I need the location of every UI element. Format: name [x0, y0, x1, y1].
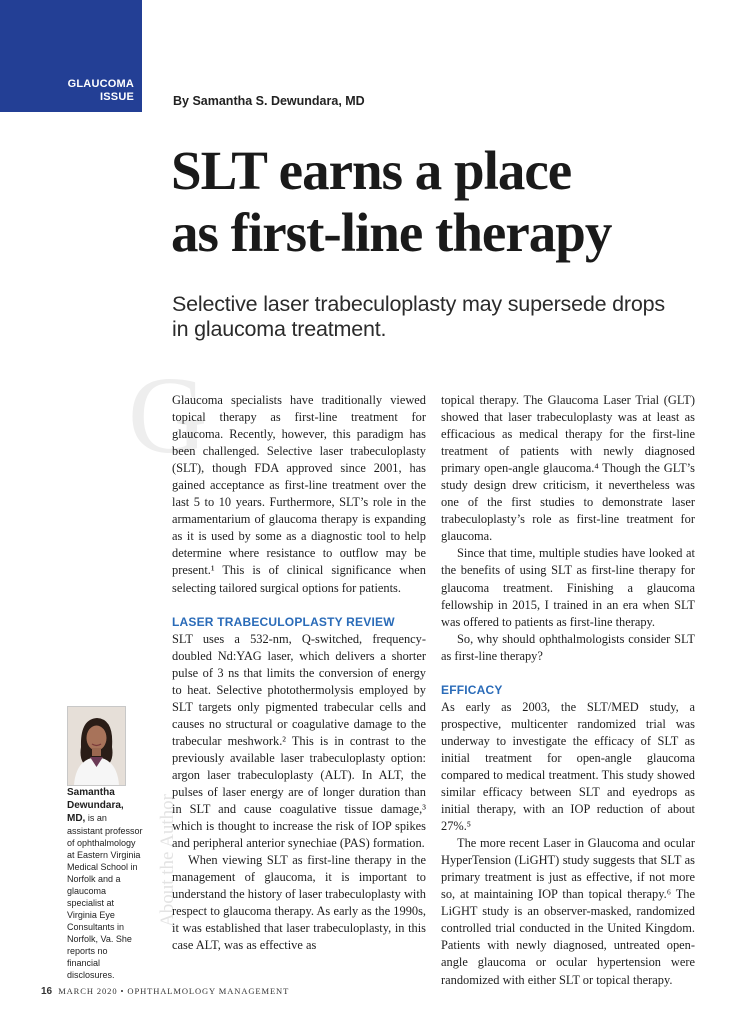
section-label-line1: GLAUCOMA — [67, 78, 134, 90]
section-heading-laser-review: LASER TRABECULOPLASTY REVIEW — [172, 614, 395, 629]
body-paragraph: When viewing SLT as first-line therapy in the management of glaucoma, it is important to understand the history of laser trabeculoplasty with respect to glaucoma therapy. As early as the 1990s, it was established that laser trabeculoplasty, in this case ALT, was as effective as — [172, 853, 426, 953]
drop-cap: G — [128, 354, 208, 476]
body-paragraph: topical therapy. The Glaucoma Laser Trial (GLT) showed that laser trabeculoplasty was at least as efficacious as medical therapy for the first-line treatment of patients with newly diagnosed primary open-angle glaucoma.⁴ Though the GLT’s study design drew criticism, it nevertheless was one of the first studies to demonstrate laser trabeculoplasty’s role as first-line treatment for glaucoma. — [441, 393, 695, 544]
headline — [171, 140, 611, 264]
author-photo — [67, 706, 126, 786]
body-paragraph: The more recent Laser in Glaucoma and ocular HyperTension (LiGHT) study suggests that SLT as primary treatment is just as effective, if not more so, at maintaining IOP than topical therapy.⁶ The LiGHT study is an observer-masked, randomized controlled trial conducted in the United Kingdom. Patients with newly diagnosed, untreated open-angle glaucoma or ocular hypertension were randomized with either SLT or topical therapy. — [441, 836, 695, 987]
author-portrait-icon — [68, 707, 125, 785]
subheadline-line1: Selective laser trabeculoplasty may supersede drops — [172, 292, 665, 316]
article-column-2 — [441, 392, 695, 989]
byline: By Samantha S. Dewundara, MD — [173, 94, 365, 108]
headline-line1: SLT earns a place — [171, 140, 572, 201]
subheadline-line2: in glaucoma treatment. — [172, 317, 387, 341]
footer-publication: MARCH 2020 • OPHTHALMOLOGY MANAGEMENT — [58, 986, 290, 996]
body-paragraph: Since that time, multiple studies have looked at the benefits of using SLT as first-line therapy for glaucoma treatment. Finishing a glaucoma fellowship in 2015, I trained in an era when SLT was offered to patients as first-line therapy. — [441, 546, 695, 629]
article-column-1 — [172, 392, 426, 954]
body-paragraph: So, why should ophthalmologists consider SLT as first-line therapy? — [441, 631, 695, 663]
about-the-author-text: About the Author — [157, 794, 178, 927]
author-bio-text: is an assistant professor of ophthalmology at Eastern Virginia Medical School in Norfolk and a glaucoma specialist at Virginia Eye Consultants in Norfolk, Va. She reports no financial disclosures. — [67, 813, 143, 980]
page-number: 16 — [41, 986, 53, 997]
section-label — [40, 78, 134, 104]
author-bio — [67, 786, 143, 981]
subheadline — [172, 292, 665, 342]
page-footer — [41, 986, 289, 997]
body-paragraph: As early as 2003, the SLT/MED study, a prospective, multicenter randomized trial was underway to investigate the efficacy of SLT as initial treatment for open-angle glaucoma compared to medical treatment. This study showed similar efficacy between SLT and eyedrops as initial therapy, with an IOP reduction of about 27%.⁵ — [441, 699, 695, 834]
section-label-line2: ISSUE — [99, 91, 134, 103]
headline-line2: as first-line therapy — [171, 202, 612, 263]
body-paragraph: Glaucoma specialists have traditionally viewed topical therapy as first-line treatment for glaucoma. Recently, however, this paradigm has been challenged. Selective laser trabeculoplasty (SLT), though FDA approved since 2001, has gained acceptance as first-line treatment over the last 5 to 10 years. Furthermore, SLT’s role in the armamentarium of glaucoma therapy is expanding as it is used by some as a diagnostic tool to help determine where resistance to outflow may be present.¹ This is of clinical significance when selecting tailored surgical options for patients. — [172, 393, 426, 595]
section-heading-efficacy: EFFICACY — [441, 682, 503, 697]
body-paragraph: SLT uses a 532-nm, Q-switched, frequency-doubled Nd:YAG laser, which delivers a shorter pulse of 3 ns that limits the conversion of energy to heat. Selective photothermolysis employed by SLT targets only pigmented trabecular cells and causes no structural or coagulative damage to the trabecular meshwork.² This is in contrast to the previously available laser trabeculoplasty option: argon laser trabeculoplasty (ALT). In ALT, the pulses of laser energy are of longer duration than in SLT and cause coagulative tissue damage,³ which is thought to increase the risk of IOP spikes and peripheral anterior synechiae (PAS) formation. — [172, 631, 426, 851]
author-name: Samantha Dewundara, MD, — [67, 787, 124, 824]
